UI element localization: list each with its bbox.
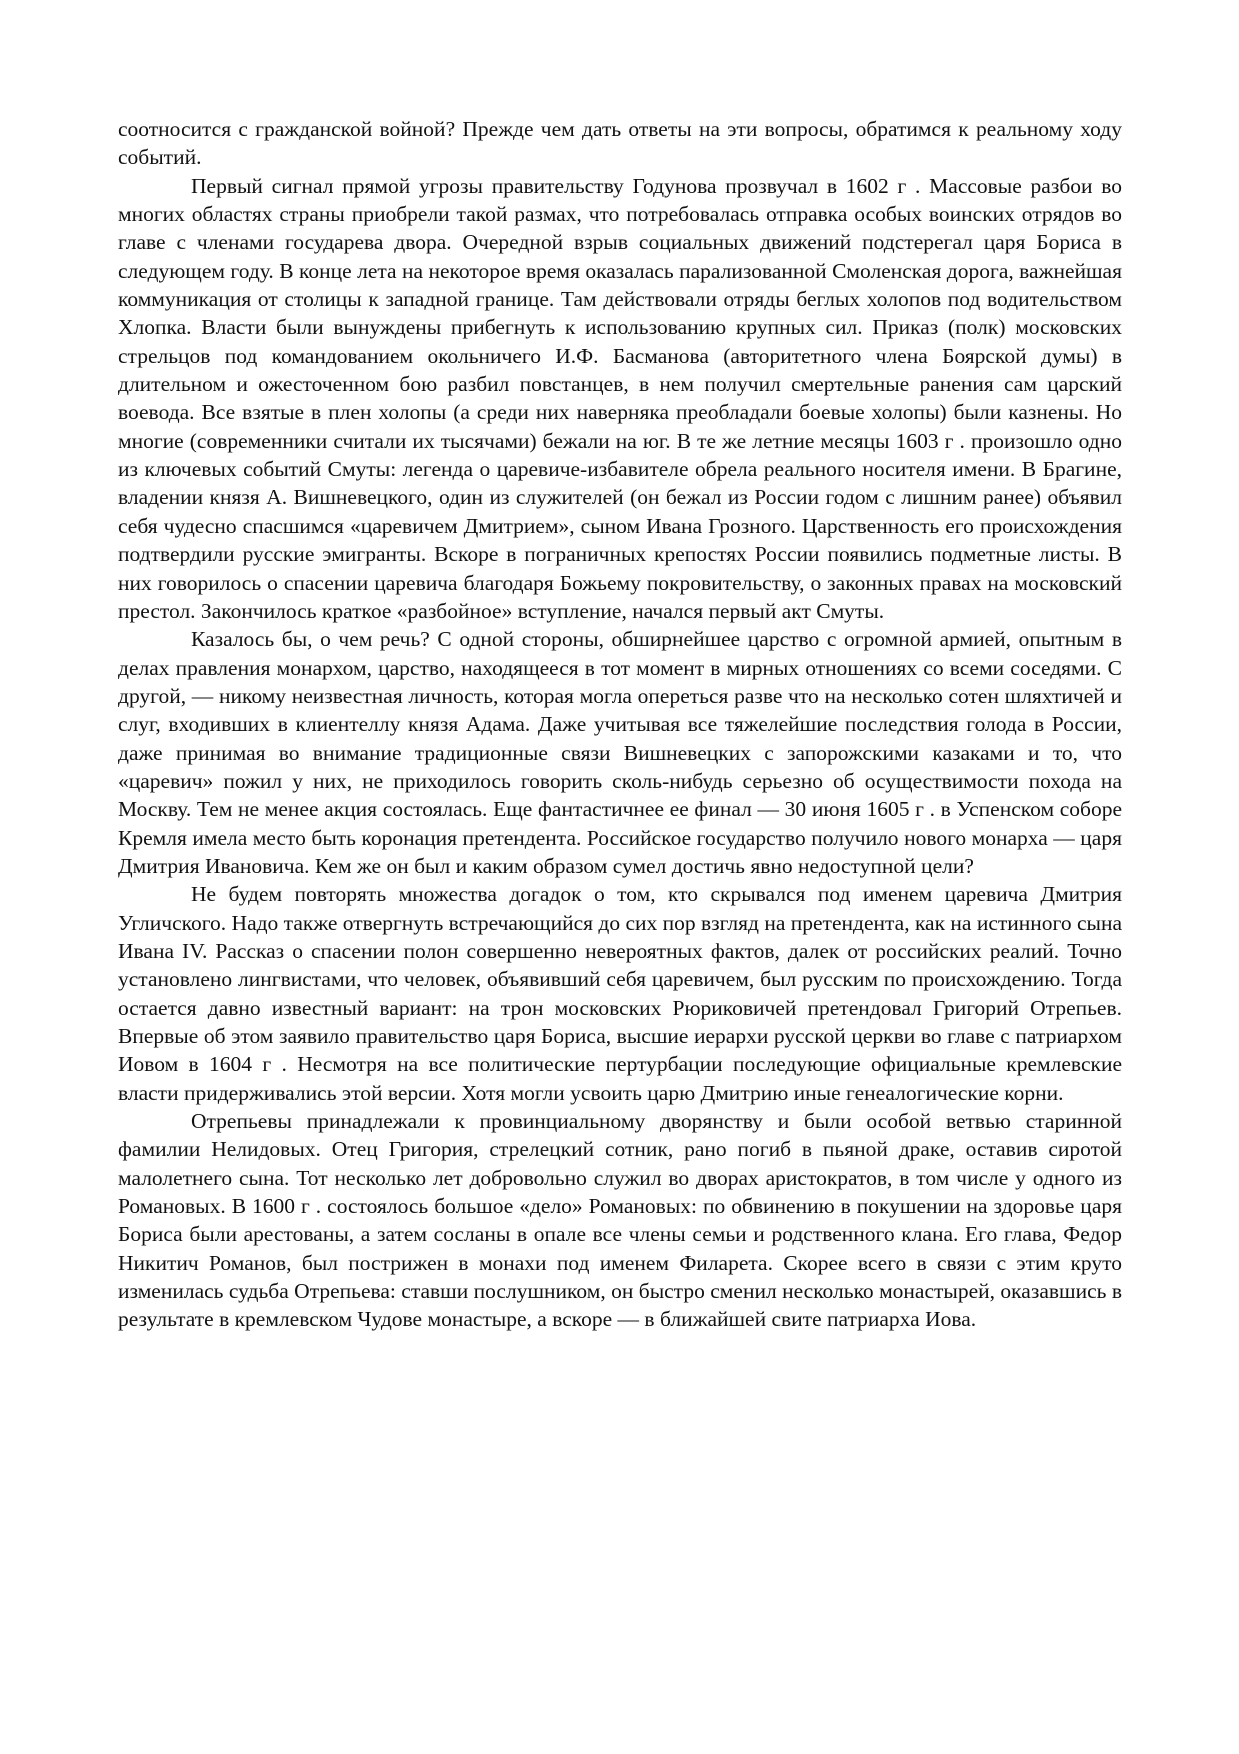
paragraph-5: Отрепьевы принадлежали к провинциальному дворянству и были особой ветвью старинной фамилии Нелидовых. Отец Григория, стрелецкий сотник, рано погиб в пьяной драке, оставив сиротой малолетнего сына. Тот несколько лет добровольно служил во дворах аристократов, в том числе у одного из Романовых. В 1600 г . состоялось большое «дело» Романовых: по обвинению в покушении на здоровье царя Бориса были арестованы, а затем сосланы в опале все члены семьи и родственного клана. Его глава, Федор Никитич Романов, был пострижен в монахи под именем Филарета. Скорее всего в связи с этим круто изменилась судьба Отрепьева: ставши послушником, он быстро сменил несколько монастырей, оказавшись в результате в кремлевском Чудове монастыре, а вскоре — в ближайшей свите патриарха Иова.: [118, 1109, 1122, 1332]
paragraph-3: Казалось бы, о чем речь? С одной стороны, обширнейшее царство с огромной армией, опытным в делах правления монархом, царство, находящееся в тот момент в мирных отношениях со всеми соседями. С другой, — никому неизвестная личность, которая могла опереться разве что на несколько сотен шляхтичей и слуг, входивших в клиентеллу князя Адама. Даже учитывая все тяжелейшие последствия голода в России, даже принимая во внимание традиционные связи Вишневецких с запорожскими казаками и то, что «царевич» пожил у них, не приходилось говорить сколь-нибудь серьезно об осуществимости похода на Москву. Тем не менее акция состоялась. Еще фантастичнее ее финал — 30 июня 1605 г . в Успенском соборе Кремля имела место быть коронация претендента. Российское государство получило нового монарха — царя Дмитрия Ивановича. Кем же он был и каким образом сумел достичь явно недоступной цели?: [118, 627, 1122, 878]
paragraph-4: Не будем повторять множества догадок о том, кто скрывался под именем царевича Дмитрия Угличского. Надо также отвергнуть встречающийся до сих пор взгляд на претендента, как на истинного сына Ивана IV. Рассказ о спасении полон совершенно невероятных фактов, далек от российских реалий. Точно установлено лингвистами, что человек, объявивший себя царевичем, был русским по происхождению. Тогда остается давно известный вариант: на трон московских Рюриковичей претендовал Григорий Отрепьев. Впервые об этом заявило правительство царя Бориса, высшие иерархи русской церкви во главе с патриархом Иовом в 1604 г . Несмотря на все политические пертурбации последующие официальные кремлевские власти придерживались этой версии. Хотя могли усвоить царю Дмитрию иные генеалогические корни.: [118, 882, 1123, 1105]
document-page: [118, 115, 1122, 1334]
paragraph-2: Первый сигнал прямой угрозы правительству Годунова прозвучал в 1602 г . Массовые разбои во многих областях страны приобрели такой размах, что потребовалась отправка особых воинских отрядов во главе с членами государева двора. Очередной взрыв социальных движений подстерегал царя Бориса в следующем году. В конце лета на некоторое время оказалась парализованной Смоленская дорога, важнейшая коммуникация от столицы к западной границе. Там действовали отряды беглых холопов под водительством Хлопка. Власти были вынуждены прибегнуть к использованию крупных сил. Приказ (полк) московских стрельцов под командованием окольничего И.Ф. Басманова (авторитетного члена Боярской думы) в длительном и ожесточенном бою разбил повстанцев, в нем получил смертельные ранения сам царский воевода. Все взятые в плен холопы (а среди них наверняка преобладали боевые холопы) были казнены. Но многие (современники считали их тысячами) бежали на юг. В те же летние месяцы 1603 г . произошло одно из ключевых событий Смуты: легенда о царевиче-избавителе обрела реального носителя имени. В Брагине, владении князя А. Вишневецкого, один из служителей (он бежал из России годом с лишним ранее) объявил себя чудесно спасшимся «царевичем Дмитрием», сыном Ивана Грозного. Царственность его происхождения подтвердили русские эмигранты. Вскоре в пограничных крепостях России появились подметные листы. В них говорилось о спасении царевича благодаря Божьему покровительству, о законных правах на московский престол. Закончилось краткое «разбойное» вступление, начался первый акт Смуты.: [118, 173, 1122, 623]
paragraph-1: соотносится с гражданской войной? Прежде чем дать ответы на эти вопросы, обратимся к реальному ходу событий.: [118, 117, 1122, 170]
